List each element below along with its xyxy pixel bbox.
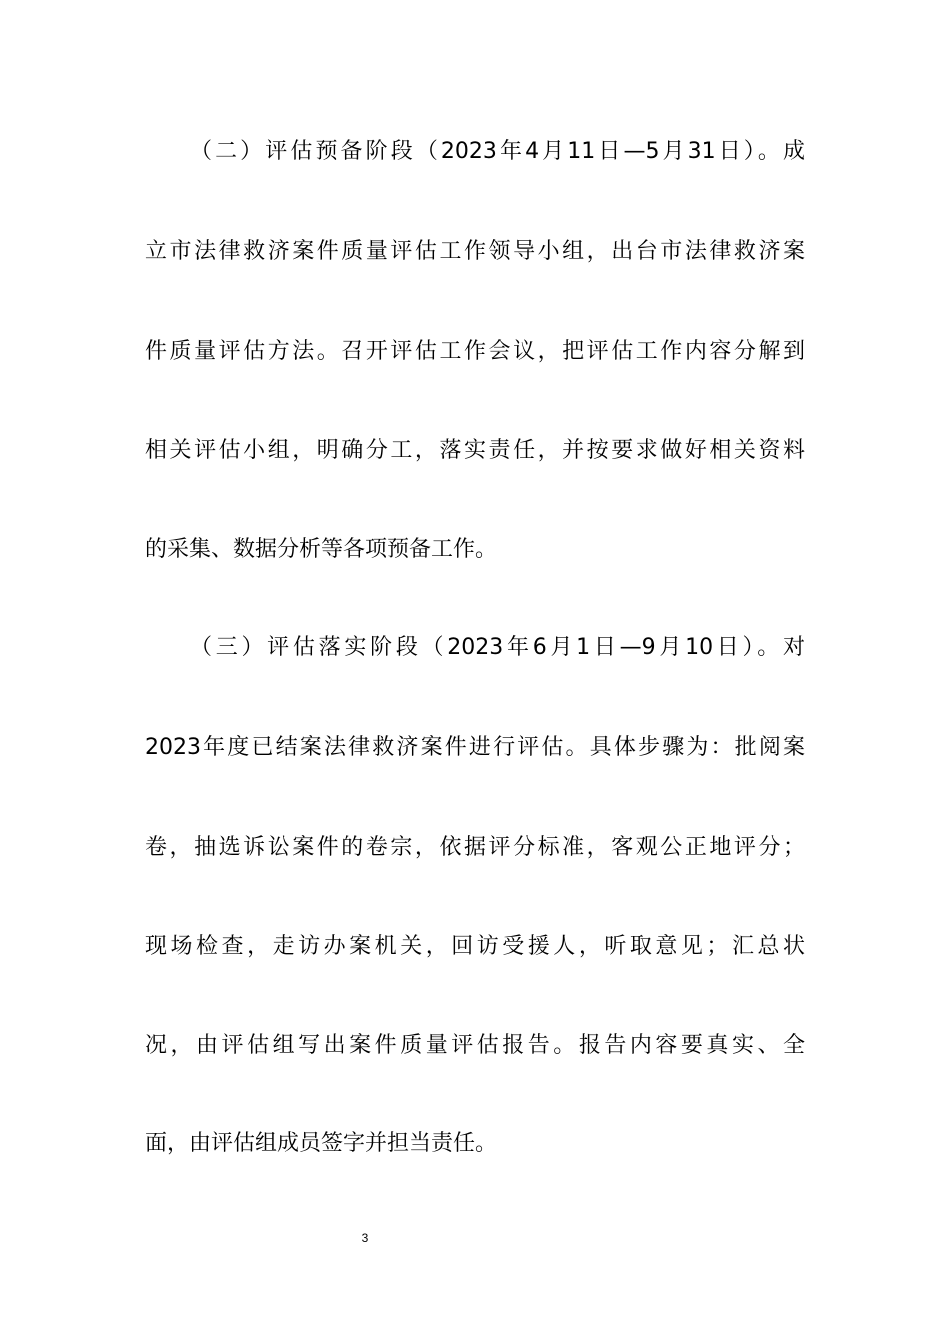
paragraph-3-line-3: 卷，抽选诉讼案件的卷宗，依据评分标准，客观公正地评分； — [145, 835, 805, 860]
page-number: 3 — [361, 1231, 369, 1245]
paragraph-2-line-5: 的采集、数据分析等各项预备工作。 — [145, 537, 498, 562]
paragraph-2-line-2: 立市法律救济案件质量评估工作领导小组，出台市法律救济案 — [145, 239, 805, 264]
paragraph-3-line-6: 面，由评估组成员签字并担当责任。 — [145, 1131, 498, 1156]
paragraph-3-line-2: 2023年度已结案法律救济案件进行评估。具体步骤为：批阅案 — [145, 735, 805, 760]
paragraph-2-line-4: 相关评估小组，明确分工，落实责任，并按要求做好相关资料 — [145, 438, 805, 463]
paragraph-3-line-5: 况，由评估组写出案件质量评估报告。报告内容要真实、全 — [145, 1033, 805, 1058]
paragraph-3-line-4: 现场检查，走访办案机关，回访受援人，听取意见；汇总状 — [145, 934, 805, 959]
paragraph-2-line-3: 件质量评估方法。召开评估工作会议，把评估工作内容分解到 — [145, 339, 805, 364]
paragraph-3-line-1: （三）评估落实阶段（2023年6月1日—9月10日）。对 — [190, 635, 805, 660]
paragraph-2-line-1: （二）评估预备阶段（2023年4月11日—5月31日）。成 — [190, 139, 805, 164]
